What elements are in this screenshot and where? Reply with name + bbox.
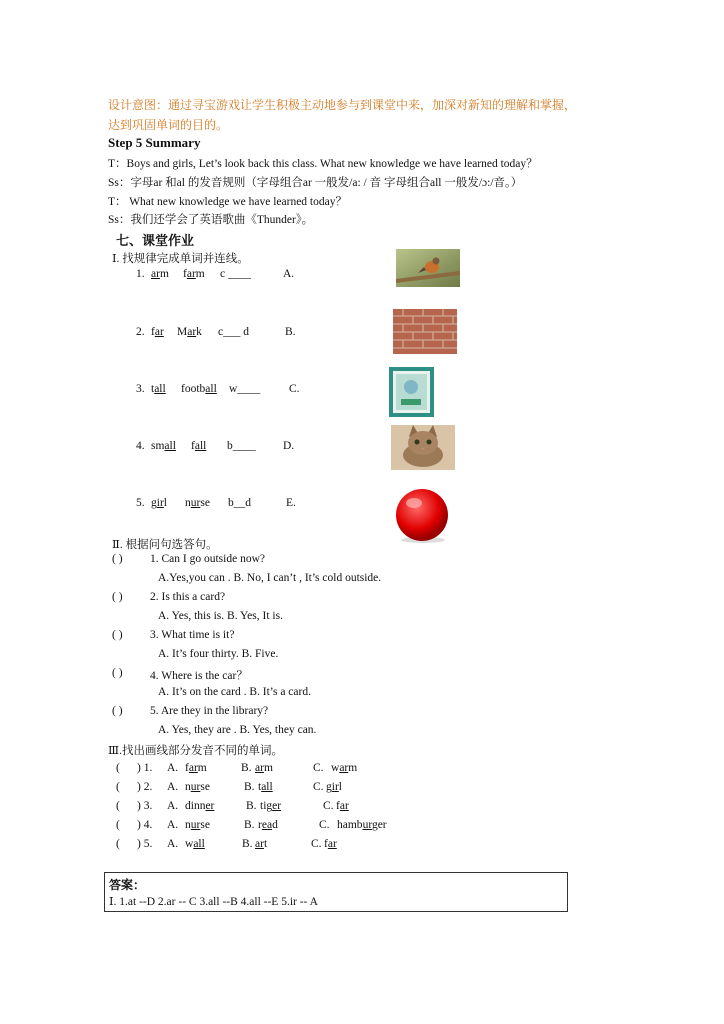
p3-option-b-post: t	[263, 838, 268, 850]
p1-word2-post: m	[195, 268, 205, 280]
part2-title: Ⅱ. 根据问句选答句。	[112, 539, 218, 551]
p3-item-number: ) 3.	[137, 800, 153, 812]
p3-option-c-pre: f	[324, 838, 328, 850]
option-label: A.	[167, 781, 179, 793]
p3-option-a	[185, 819, 210, 831]
p3-option-b	[260, 800, 281, 812]
p1-word2-pre: M	[177, 326, 188, 338]
p3-item-number: ) 5.	[137, 838, 153, 850]
p3-option-a	[185, 838, 205, 850]
p1-item-number: 4.	[136, 440, 145, 452]
p1-word1	[151, 326, 164, 338]
answer-title: 答案：	[109, 878, 146, 892]
p1-blank-word: b____	[227, 440, 256, 452]
p1-word2	[177, 326, 202, 338]
p1-blank-word: c ____	[220, 268, 251, 280]
p2-options: A. Yes, this is. B. Yes, It is.	[158, 610, 283, 622]
p3-option-c	[324, 838, 337, 850]
p3-option-c-pre: g	[326, 781, 332, 793]
option-label: B.	[246, 800, 257, 812]
p3-option-b-pre: tig	[260, 800, 273, 812]
p1-word2-underlined: ur	[190, 497, 201, 509]
p3-option-a-underlined: ar	[188, 762, 198, 774]
answer-paren: (	[116, 762, 120, 774]
p1-word1-pre: t	[151, 383, 155, 395]
p3-option-a-pre: n	[185, 781, 191, 793]
p3-option-a-post: se	[200, 819, 210, 831]
answer-paren: ( )	[112, 629, 123, 641]
p2-options: A. It’s four thirty. B. Five.	[158, 648, 279, 660]
p3-option-c	[326, 781, 342, 793]
p1-picture-letter: D.	[283, 440, 295, 452]
p3-option-a-post: m	[197, 762, 207, 774]
p3-option-c-underlined: ar	[327, 838, 337, 850]
p1-item-number: 5.	[136, 497, 145, 509]
p1-word2-underlined: all	[205, 383, 217, 395]
p1-word1	[151, 440, 176, 452]
p3-option-a-underlined: ur	[190, 781, 201, 793]
p1-word2	[191, 440, 206, 452]
dialogue-line: Ss：我们还学会了英语歌曲《Thunder》。	[108, 214, 314, 226]
dialogue-line: Ss：字母ar 和al 的发音规则（字母组合ar 一般发/a: / 音 字母组合all 一般发/ɔ:/音。）	[108, 177, 523, 189]
brick-wall-photo	[393, 309, 457, 354]
answer-paren: (	[116, 819, 120, 831]
p2-options: A. Yes, they are . B. Yes, they can.	[158, 724, 317, 736]
homework-title: 七、课堂作业	[116, 234, 195, 249]
p1-blank-word: w____	[229, 383, 261, 395]
p1-blank-word: b__d	[228, 497, 251, 509]
p2-question: 2. Is this a card?	[150, 591, 226, 603]
p3-option-c-underlined: ir	[331, 781, 339, 793]
p1-blank-word: c___ d	[218, 326, 249, 338]
p3-option-b-underlined: ar	[255, 838, 264, 850]
p1-word2	[185, 497, 210, 509]
p3-option-b	[258, 781, 273, 793]
p3-option-a-underlined: all	[193, 838, 205, 850]
p1-word2-pre: f	[183, 268, 187, 280]
p3-item-number: ) 4.	[137, 819, 153, 831]
p3-option-a-pre: w	[185, 838, 194, 850]
p1-item-number: 2.	[136, 326, 145, 338]
p3-option-b	[258, 819, 278, 831]
p1-word1	[151, 383, 166, 395]
p3-option-a-underlined: er	[205, 800, 215, 812]
answer-paren: ( )	[112, 553, 123, 565]
part1-title: Ⅰ. 找规律完成单词并连线。	[112, 253, 249, 265]
p3-option-b-pre: t	[258, 781, 262, 793]
p3-option-a	[185, 800, 214, 812]
option-label: B.	[241, 762, 252, 774]
p3-item-number: ) 2.	[137, 781, 153, 793]
answer-paren: ( )	[112, 705, 123, 717]
p3-option-c-underlined: ur	[362, 819, 372, 831]
p3-option-b	[255, 838, 267, 850]
p1-word1-underlined: all	[164, 440, 176, 452]
answer-box	[104, 872, 568, 912]
p1-word2	[183, 268, 205, 280]
p2-options: A. It’s on the card . B. It’s a card.	[158, 686, 311, 698]
p2-options: A.Yes,you can . B. No, I can’t , It’s cold outside.	[158, 572, 382, 584]
p3-item-number: ) 1.	[137, 762, 153, 774]
p3-option-c-underlined: ar	[339, 762, 349, 774]
card-photo	[389, 367, 434, 417]
p2-question: 5. Are they in the library?	[150, 705, 269, 717]
option-label: C.	[323, 800, 334, 812]
p1-word2-pre: n	[185, 497, 191, 509]
p1-item-number: 1.	[136, 268, 145, 280]
answer-paren: (	[116, 781, 120, 793]
answer-paren: ( )	[112, 667, 123, 679]
p1-word2-underlined: ar	[187, 326, 197, 338]
p1-word1-pre: g	[151, 497, 157, 509]
p1-picture-letter: E.	[286, 497, 296, 509]
p2-question: 4. Where is the car？	[150, 670, 248, 682]
part3-title: Ⅲ.找出画线部分发音不同的单词。	[108, 745, 283, 757]
answer-paren: ( )	[112, 591, 123, 603]
answer-paren: (	[116, 838, 120, 850]
p1-word1-post: m	[159, 268, 169, 280]
p3-option-c-pre: hamb	[337, 819, 363, 831]
option-label: B.	[244, 819, 255, 831]
option-label: C.	[319, 819, 330, 831]
p1-word1-underlined: ar	[154, 326, 164, 338]
p3-option-c	[331, 762, 357, 774]
p1-word1-pre: sm	[151, 440, 165, 452]
option-label: B.	[244, 781, 255, 793]
p1-word2-pre: f	[191, 440, 195, 452]
p2-question: 3. What time is it?	[150, 629, 235, 641]
p1-word1	[151, 497, 167, 509]
p1-item-number: 3.	[136, 383, 145, 395]
p1-word2	[181, 383, 217, 395]
p1-word1-underlined: all	[154, 383, 166, 395]
p1-word2-pre: footb	[181, 383, 206, 395]
p1-word2-underlined: ar	[186, 268, 196, 280]
p2-question: 1. Can I go outside now?	[150, 553, 265, 565]
p3-option-a-post: se	[200, 781, 210, 793]
p3-option-b-post: m	[263, 762, 273, 774]
p3-option-a-pre: dinn	[185, 800, 206, 812]
option-label: C.	[313, 762, 324, 774]
p1-word2-post: k	[196, 326, 202, 338]
p1-word2-underlined: all	[194, 440, 207, 452]
design-intent-line1: 设计意图：通过寻宝游戏让学生积极主动地参与到课堂中来，加深对新知的理解和掌握，	[108, 98, 577, 112]
step5-title: Step 5 Summary	[108, 135, 201, 150]
p1-word1-underlined: ir	[156, 497, 164, 509]
p3-option-c-post: m	[348, 762, 358, 774]
p3-option-a-pre: n	[185, 819, 191, 831]
p3-option-b	[255, 762, 273, 774]
p1-word2-post: se	[200, 497, 210, 509]
dialogue-line: T：Boys and girls, Let’s look back this class. What new knowledge we have learned today？	[108, 158, 538, 170]
p3-option-b-underlined: ar	[255, 762, 264, 774]
p1-picture-letter: C.	[289, 383, 300, 395]
p1-word1-post: l	[163, 497, 167, 509]
p3-option-b-post: d	[272, 819, 278, 831]
dialogue-line: T： What new knowledge we have learned today？	[108, 196, 347, 208]
p3-option-c-underlined: ar	[339, 800, 349, 812]
p3-option-c	[336, 800, 349, 812]
p1-word1-underlined: ar	[151, 268, 160, 280]
option-label: A.	[167, 800, 179, 812]
bird-photo	[396, 249, 460, 287]
red-ball-photo	[390, 485, 455, 545]
p3-option-a-underlined: ur	[190, 819, 201, 831]
p3-option-c-post: l	[338, 781, 342, 793]
p3-option-b-underlined: er	[272, 800, 282, 812]
answer-content: Ⅰ. 1.at --D 2.ar -- C 3.all --B 4.all --E 5.ir -- A	[109, 896, 318, 908]
option-label: C.	[313, 781, 324, 793]
p1-picture-letter: B.	[285, 326, 296, 338]
option-label: A.	[167, 819, 179, 831]
p3-option-b-underlined: ea	[261, 819, 273, 831]
p3-option-a	[185, 762, 207, 774]
p3-option-b-underlined: all	[261, 781, 273, 793]
option-label: A.	[167, 838, 179, 850]
p3-option-c-post: ger	[371, 819, 387, 831]
option-label: B.	[242, 838, 253, 850]
answer-paren: (	[116, 800, 120, 812]
p3-option-a	[185, 781, 210, 793]
p3-option-a-pre: f	[185, 762, 189, 774]
p3-option-c-pre: w	[331, 762, 340, 774]
p3-option-c	[337, 819, 387, 831]
p1-word1-pre: f	[151, 326, 155, 338]
option-label: C.	[311, 838, 322, 850]
p1-word1	[151, 268, 169, 280]
p1-picture-letter: A.	[283, 268, 295, 280]
cat-photo	[391, 425, 455, 470]
p3-option-b-pre: r	[258, 819, 262, 831]
option-label: A.	[167, 762, 179, 774]
design-intent-line2: 达到巩固单词的目的。	[108, 118, 229, 132]
p3-option-c-pre: f	[336, 800, 340, 812]
